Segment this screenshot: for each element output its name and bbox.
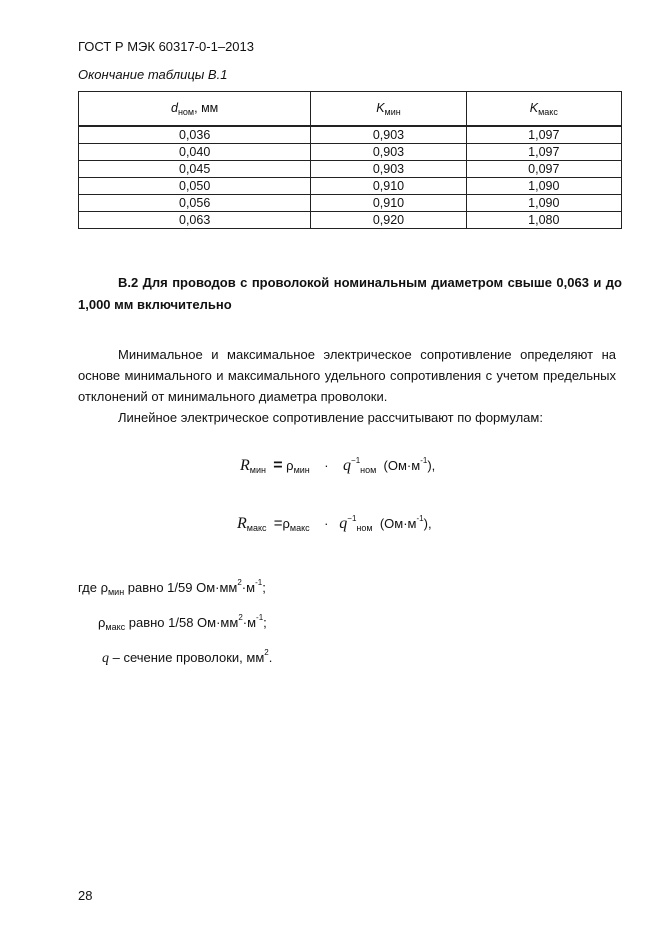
table-row <box>79 144 622 161</box>
table-cell: 0,036 <box>79 126 311 144</box>
table-cell: 1,097 <box>466 144 621 161</box>
paragraph: Линейное электрическое сопротивление рассчитывают по формулам: <box>118 410 543 425</box>
table-cell: 0,920 <box>311 212 466 229</box>
where-line-rho-min: где $\rho_{мин}$ равно 1/59 $Ом\cdot мм^2\cdot м^{-1}$; <box>78 578 266 597</box>
column-header-d: $d_{ном}$, мм <box>79 92 311 127</box>
column-header-kmin: $K_{мин}$ <box>311 92 466 127</box>
formula-r-min: $R_{мин} = \rho_{мин}$ · $q^{-1}_{ном}$ $(Ом\cdot м^{-1})$, <box>240 456 436 475</box>
table-cell: 0,056 <box>79 195 311 212</box>
page-number: 28 <box>78 888 93 903</box>
table-cell: 1,090 <box>466 178 621 195</box>
table-row <box>79 161 622 178</box>
table-cell: 0,910 <box>311 178 466 195</box>
table-row <box>79 212 622 229</box>
document-header: ГОСТ Р МЭК 60317-0-1–2013 <box>78 39 254 54</box>
section-title: В.2 Для проводов с проволокой номинальным диаметром свыше 0,063 и до 1,000 мм включительно <box>78 275 622 312</box>
table-row <box>79 195 622 212</box>
where-line-q: q – сечение проволоки, $мм^2$. <box>102 648 273 666</box>
table-cell: 1,097 <box>466 126 621 144</box>
where-line-rho-max: $\rho_{макс}$ равно 1/58 $Ом\cdot мм^2\cdot м^{-1}$; <box>98 613 267 632</box>
table-cell: 0,050 <box>79 178 311 195</box>
where-block <box>78 570 272 672</box>
table-cell: 0,910 <box>311 195 466 212</box>
table-cell: 0,040 <box>79 144 311 161</box>
table-cell: 1,090 <box>466 195 621 212</box>
table-header-row <box>79 92 622 127</box>
table-cell: 0,063 <box>79 212 311 229</box>
table-caption: Окончание таблицы В.1 <box>78 67 228 82</box>
table-row <box>79 126 622 144</box>
paragraph: Минимальное и максимальное электрическое сопротивление определяют на основе минимального и максимального удельного сопротивления с учетом предельных отклонений от минимального диаметра проволоки. <box>78 347 616 404</box>
table-cell: 0,903 <box>311 144 466 161</box>
table-cell: 0,097 <box>466 161 621 178</box>
formula-r-max: $R_{макс} =\rho_{макс}$ · $q^{-1}_{ном}$ $(Ом\cdot м^{-1})$, <box>237 514 432 533</box>
table-cell: 0,903 <box>311 126 466 144</box>
table-row <box>79 178 622 195</box>
column-header-kmax: $K_{макс}$ <box>466 92 621 127</box>
table-cell: 0,903 <box>311 161 466 178</box>
table-cell: 0,045 <box>79 161 311 178</box>
table-cell: 1,080 <box>466 212 621 229</box>
data-table <box>78 91 622 229</box>
